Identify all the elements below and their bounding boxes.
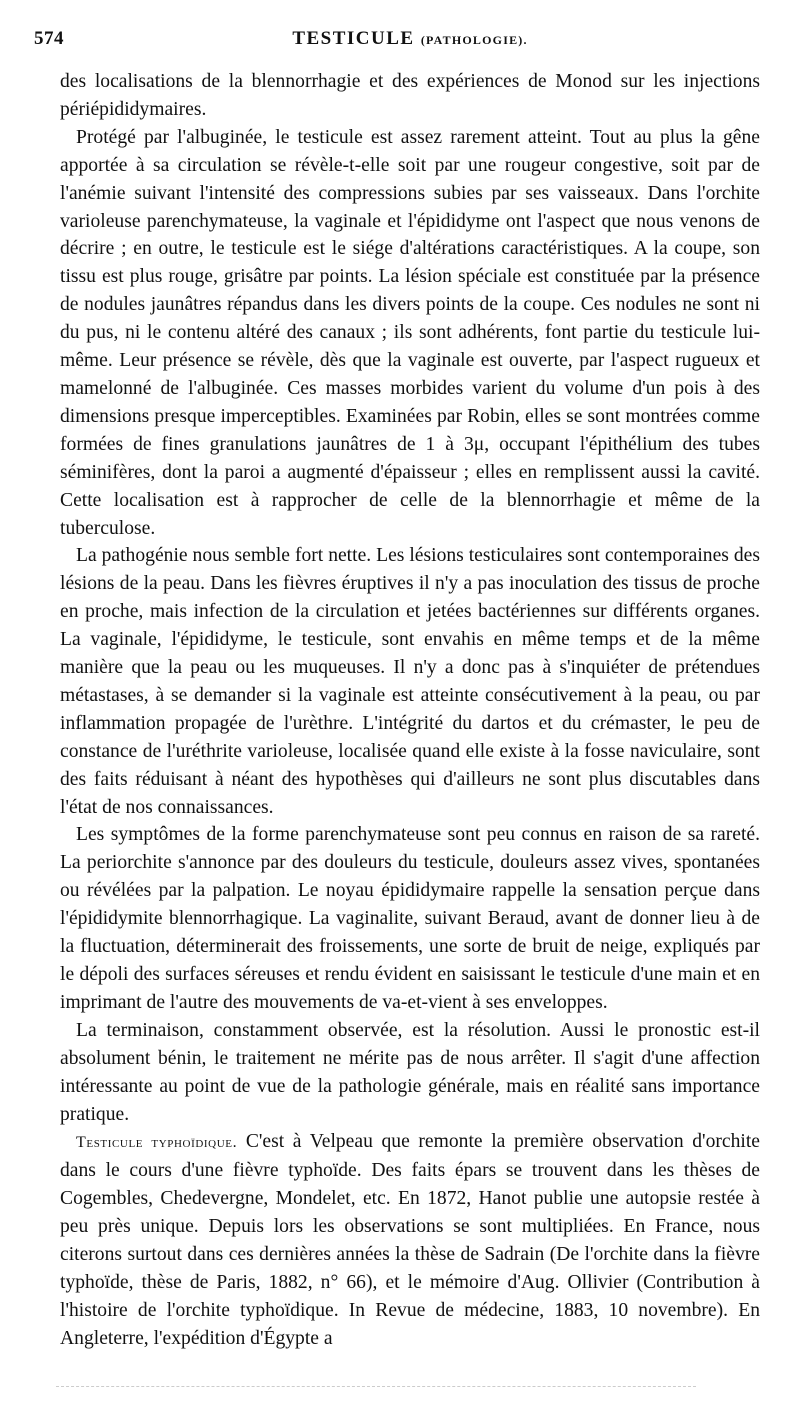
paragraph-typhoid: [60, 1128, 760, 1352]
section-heading: Testicule typhoïdique.: [76, 1134, 238, 1152]
paragraph: Protégé par l'albuginée, le testicule est assez rarement atteint. Tout au plus la gêne apportée à sa circulation se révèle-t-elle soit par une rougeur congestive, soit par de l'anémie suivant l'intensité des compressions subies par ses vaisseaux. Dans l'orchite varioleuse parenchymateuse, la vaginale et l'épididyme ont l'aspect que nous venons de décrire ; en outre, le testicule est le siége d'altérations caractéristiques. A la coupe, son tissu est plus rouge, grisâtre par points. La lésion spéciale est constituée par la présence de nodules jaunâtres répandus dans les divers points de la coupe. Ces nodules ne sont ni du pus, ni le contenu altéré des canaux ; ils sont adhérents, font partie du testicule lui-même. Leur présence se révèle, dès que la vaginale est ouverte, par l'aspect rugueux et mamelonné de l'albuginée. Ces masses morbides varient du volume d'un pois à des dimensions presque imperceptibles. Examinées par Robin, elles se sont montrées comme formées de fines granulations jaunâtres de 1 à 3μ, occupant l'épithélium des tubes séminifères, dont la paroi a augmenté d'épaisseur ; elles en remplissent aussi la cavité. Cette localisation est à rapprocher de celle de la blennorrhagie et même de la tuberculose.: [60, 126, 760, 539]
paragraph: Les symptômes de la forme parenchymateuse sont peu connus en raison de sa rareté. La periorchite s'annonce par des douleurs du testicule, douleurs assez vives, spontanées ou révélées par la palpation. Le noyau épididymaire rappelle la sensation perçue dans l'épididymite blennorrhagique. La vaginalite, suivant Beraud, avant de donner lieu à de la fluctuation, déterminerait des froissements, une sorte de bruit de neige, expliqués par le dépoli des surfaces séreuses et rendu évident en saisissant le testicule d'une main et en imprimant de l'autre des mouvements de va-et-vient à ses enveloppes.: [60, 824, 760, 1013]
subtitle: (PATHOLOGIE).: [420, 33, 528, 47]
body-text: [60, 68, 760, 1353]
page-number: 574: [34, 28, 64, 49]
paragraph-text: C'est à Velpeau que remonte la première observation d'orchite dans le cours d'une fièvre typhoïde. Des faits épars se trouvent dans les thèses de Cogembles, Chedevergne, Mondelet, etc. En 1872, Hanot publie une autopsie restée à peu près unique. Depuis lors les observations se sont multipliées. En France, nous citerons surtout dans ces dernières années la thèse de Sadrain (De l'orchite dans la fièvre typhoïde, thèse de Paris, 1882, n° 66), et le mémoire d'Aug. Ollivier (Contribution à l'histoire de l'orchite typhoïdique. In Revue de médecine, 1883, 10 novembre). En Angleterre, l'expédition d'Égypte a: [60, 1131, 760, 1349]
paragraph-continuation: des localisations de la blennorrhagie et des expériences de Monod sur les injections périépididymaires.: [60, 71, 760, 120]
bottom-artifact-line: [56, 1386, 696, 1388]
paragraph: La terminaison, constamment observée, est la résolution. Aussi le pronostic est-il absolument bénin, le traitement ne mérite pas de nous arrêter. Il s'agit d'une affection intéressante au point de vue de la pathologie générale, mais en réalité sans importance pratique.: [60, 1019, 760, 1125]
running-title: [60, 28, 760, 50]
paragraph: La pathogénie nous semble fort nette. Les lésions testiculaires sont contemporaines des lésions de la peau. Dans les fièvres éruptives il n'y a pas inoculation des tissus de proche en proche, mais infection de la circulation et jetées bactériennes sur différents organes. La vaginale, l'épididyme, le testicule, sont envahis en même temps et de la même manière que la peau ou les muqueuses. Il n'y a donc pas à s'inquiéter de prétendues métastases, à se demander si la vaginale est atteinte consécutivement à la peau, ou par inflammation propagée de l'urèthre. L'intégrité du dartos et du crémaster, le peu de constance de l'uréthrite varioleuse, localisée quand elle existe à la fosse naviculaire, sont des faits réduisant à néant des hypothèses qui d'ailleurs ne sont plus discutables dans l'état de nos connaissances.: [60, 545, 760, 818]
title: TESTICULE: [292, 28, 415, 49]
running-header: [34, 28, 760, 60]
page: [34, 28, 760, 1353]
